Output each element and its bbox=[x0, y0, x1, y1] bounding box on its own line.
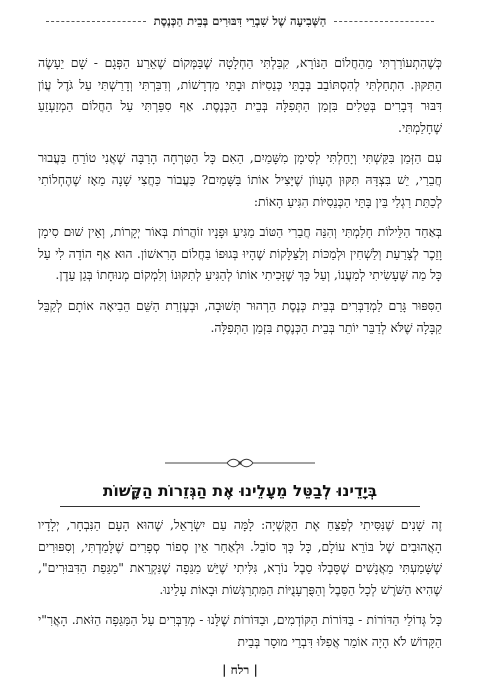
ornamental-divider bbox=[165, 456, 315, 470]
running-head bbox=[38, 14, 442, 28]
chapter-title: בְּיָדֵינוּ לְבַטֵּל מֵעָלֵינוּ אֶת הַגְּזֵרוֹת הַקָּשׁוֹת bbox=[102, 482, 378, 500]
story-conclusion-section bbox=[38, 52, 442, 347]
running-head-rule-right bbox=[334, 21, 434, 22]
page-number: | רלח | bbox=[222, 663, 258, 677]
chapter-title-rule bbox=[60, 506, 420, 507]
paragraph: כָּל גְּדוֹלֵי הַדּוֹרוֹת - בַּדּוֹרוֹת הַקּוֹדְמִים, וּבַדּוֹרוֹת שֶׁלָּנוּ - מְדַבְּרִים עַל הַמַּגֵּפָה הַזֹּאת. הָאֲרִ"י הַקָּדוֹשׁ לֹא הָיָה אוֹמֵר אֲפִלּוּ דִּבְרֵי מוּסָר בְּבֵית bbox=[38, 612, 442, 649]
running-head-title: הַשְּׁבִיעָה שֶׁל שִׁבְרֵי דִּבּוּרִים בְּבֵית הַכְּנֶסֶת bbox=[153, 14, 327, 28]
running-head-rule-left bbox=[46, 21, 146, 22]
paragraph: עִם הַזְּמַן בִּקַּשְׁתִּי וְיָחַלְתִּי לְסִימָן מִשָּׁמַיִם, הַאִם כָּל הַטִּרְחָה הָרַבָּה שֶׁאֲנִי טוֹרֵחַ בַּעֲבוּר חֲבֵרַי, יֵשׁ בִּצְדָּהּ תִּקּוּן הֶעָווֹן שֶׁיָּצִיל אוֹתוֹ בַּשָּׁמַיִם? כַּעֲבוֹר כַּחֲצִי שָׁנָה מֵאָז שֶׁהֶחְלוֹתִי לְכַתֵּת רַגְלַי בֵּין בָּתֵּי הַכְּנֵסִיּוֹת הִגִּיעַ הָאוֹת: bbox=[38, 150, 442, 209]
paragraph: כְּשֶׁהִתְעוֹרַרְתִּי מֵהַחֲלוֹם הַנּוֹרָא, קִבַּלְתִּי הַחְלָטָה שֶׁבַּמְּקוֹם שֶׁאֵרַע הַפְּגָם - שָׁם יֵעָשֶׂה הַתִּקּוּן. הִתְחַלְתִּי לְהִסְתּוֹבֵב בְּבָתֵּי כְּנֵסִיּוֹת וּבָתֵּי מִדְרָשׁוֹת, וְדִבַּרְתִּי וְדָרַשְׁתִּי עַל גֹּדֶל עֲוֹן דִּבּוּר דְּבָרִים בְּטֵלִים בִּזְמַן הַתְּפִלָּה בְּבֵית הַכְּנֶסֶת. אַף סִפַּרְתִּי עַל הַחֲלוֹם הַמְזַעְזֵעַ שֶׁחָלַמְתִּי. bbox=[38, 55, 442, 135]
paragraph: זֶה שָׁנִים שֶׁנִּסִּיתִי לְפַצֵּחַ אֶת הַקֻּשְׁיָה: לָמָּה עַם יִשְׂרָאֵל, שֶׁהוּא הָעָם הַנִּבְחָר, יְלָדָיו הָאֲהוּבִים שֶׁל בּוֹרֵא עוֹלָם, כָּל כָּךְ סוֹבֵל. וּלְאַחַר אֵין סְפוֹר סְפָרִים שֶׁלָּמַדְתִּי, וְסִפּוּרִים שֶׁשָּׁמַעְתִּי מֵאֲנָשִׁים שֶׁסָּבְלוּ סֵבֶל נוֹרָא, גִּלִּיתִי שֶׁיֵּשׁ מַגֵּפָה שֶׁנִּקְרֵאת "מַגֵּפַת הַדִּבּוּרִים", שֶׁהִיא הַשֹּׁרֶשׁ לְכָל הַסֵּבֶל וְהַפֻּרְעָנֻיּוֹת הַמִּתְרַגְּשׁוֹת וּבָאוֹת עָלֵינוּ. bbox=[38, 517, 442, 597]
paragraph: בְּאַחַד הַלֵּילוֹת חָלַמְתִּי וְהִנֵּה חֲבֵרִי הַטּוֹב מַגִּיעַ וּפָנָיו זוֹהֲרוֹת בְּאוֹר יְקָרוֹת, וְאֵין שׁוּם סִימָן וָזֵכֶר לְצָרַעַת וְלַשְׁחִין וּלְמַכּוֹת וְלַצַּלָּקוֹת שֶׁהָיוּ בְּגוּפוֹ בַּחֲלוֹם הָרִאשׁוֹן. הוּא אַף הוֹדָה לִי עַל כָּל מַה שֶּׁעָשִׂיתִי לְמַעֲנוֹ, וְעַל כָּךְ שֶׁזָּכִיתִי אוֹתוֹ לְהַגִּיעַ לְתִקּוּנוֹ וְלִמְקוֹם מְנוּחָתוֹ בְּגַן עֵדֶן. bbox=[38, 224, 442, 283]
paragraph: הַסִּפּוּר גָּרַם לַמְדַבְּרִים בְּבֵית כְּנֶסֶת הַרְהוּר תְּשׁוּבָה, וּבְעֶזְרַת הַשֵּׁם הֵבִיאָה אוֹתָם לְקַבֵּל קַבָּלָה שֶׁלֹּא לְדַבֵּר יוֹתֵר בְּבֵית הַכְּנֶסֶת בִּזְמַן הַתְּפִלָּה. bbox=[38, 297, 442, 335]
chapter-body-section bbox=[38, 514, 442, 662]
